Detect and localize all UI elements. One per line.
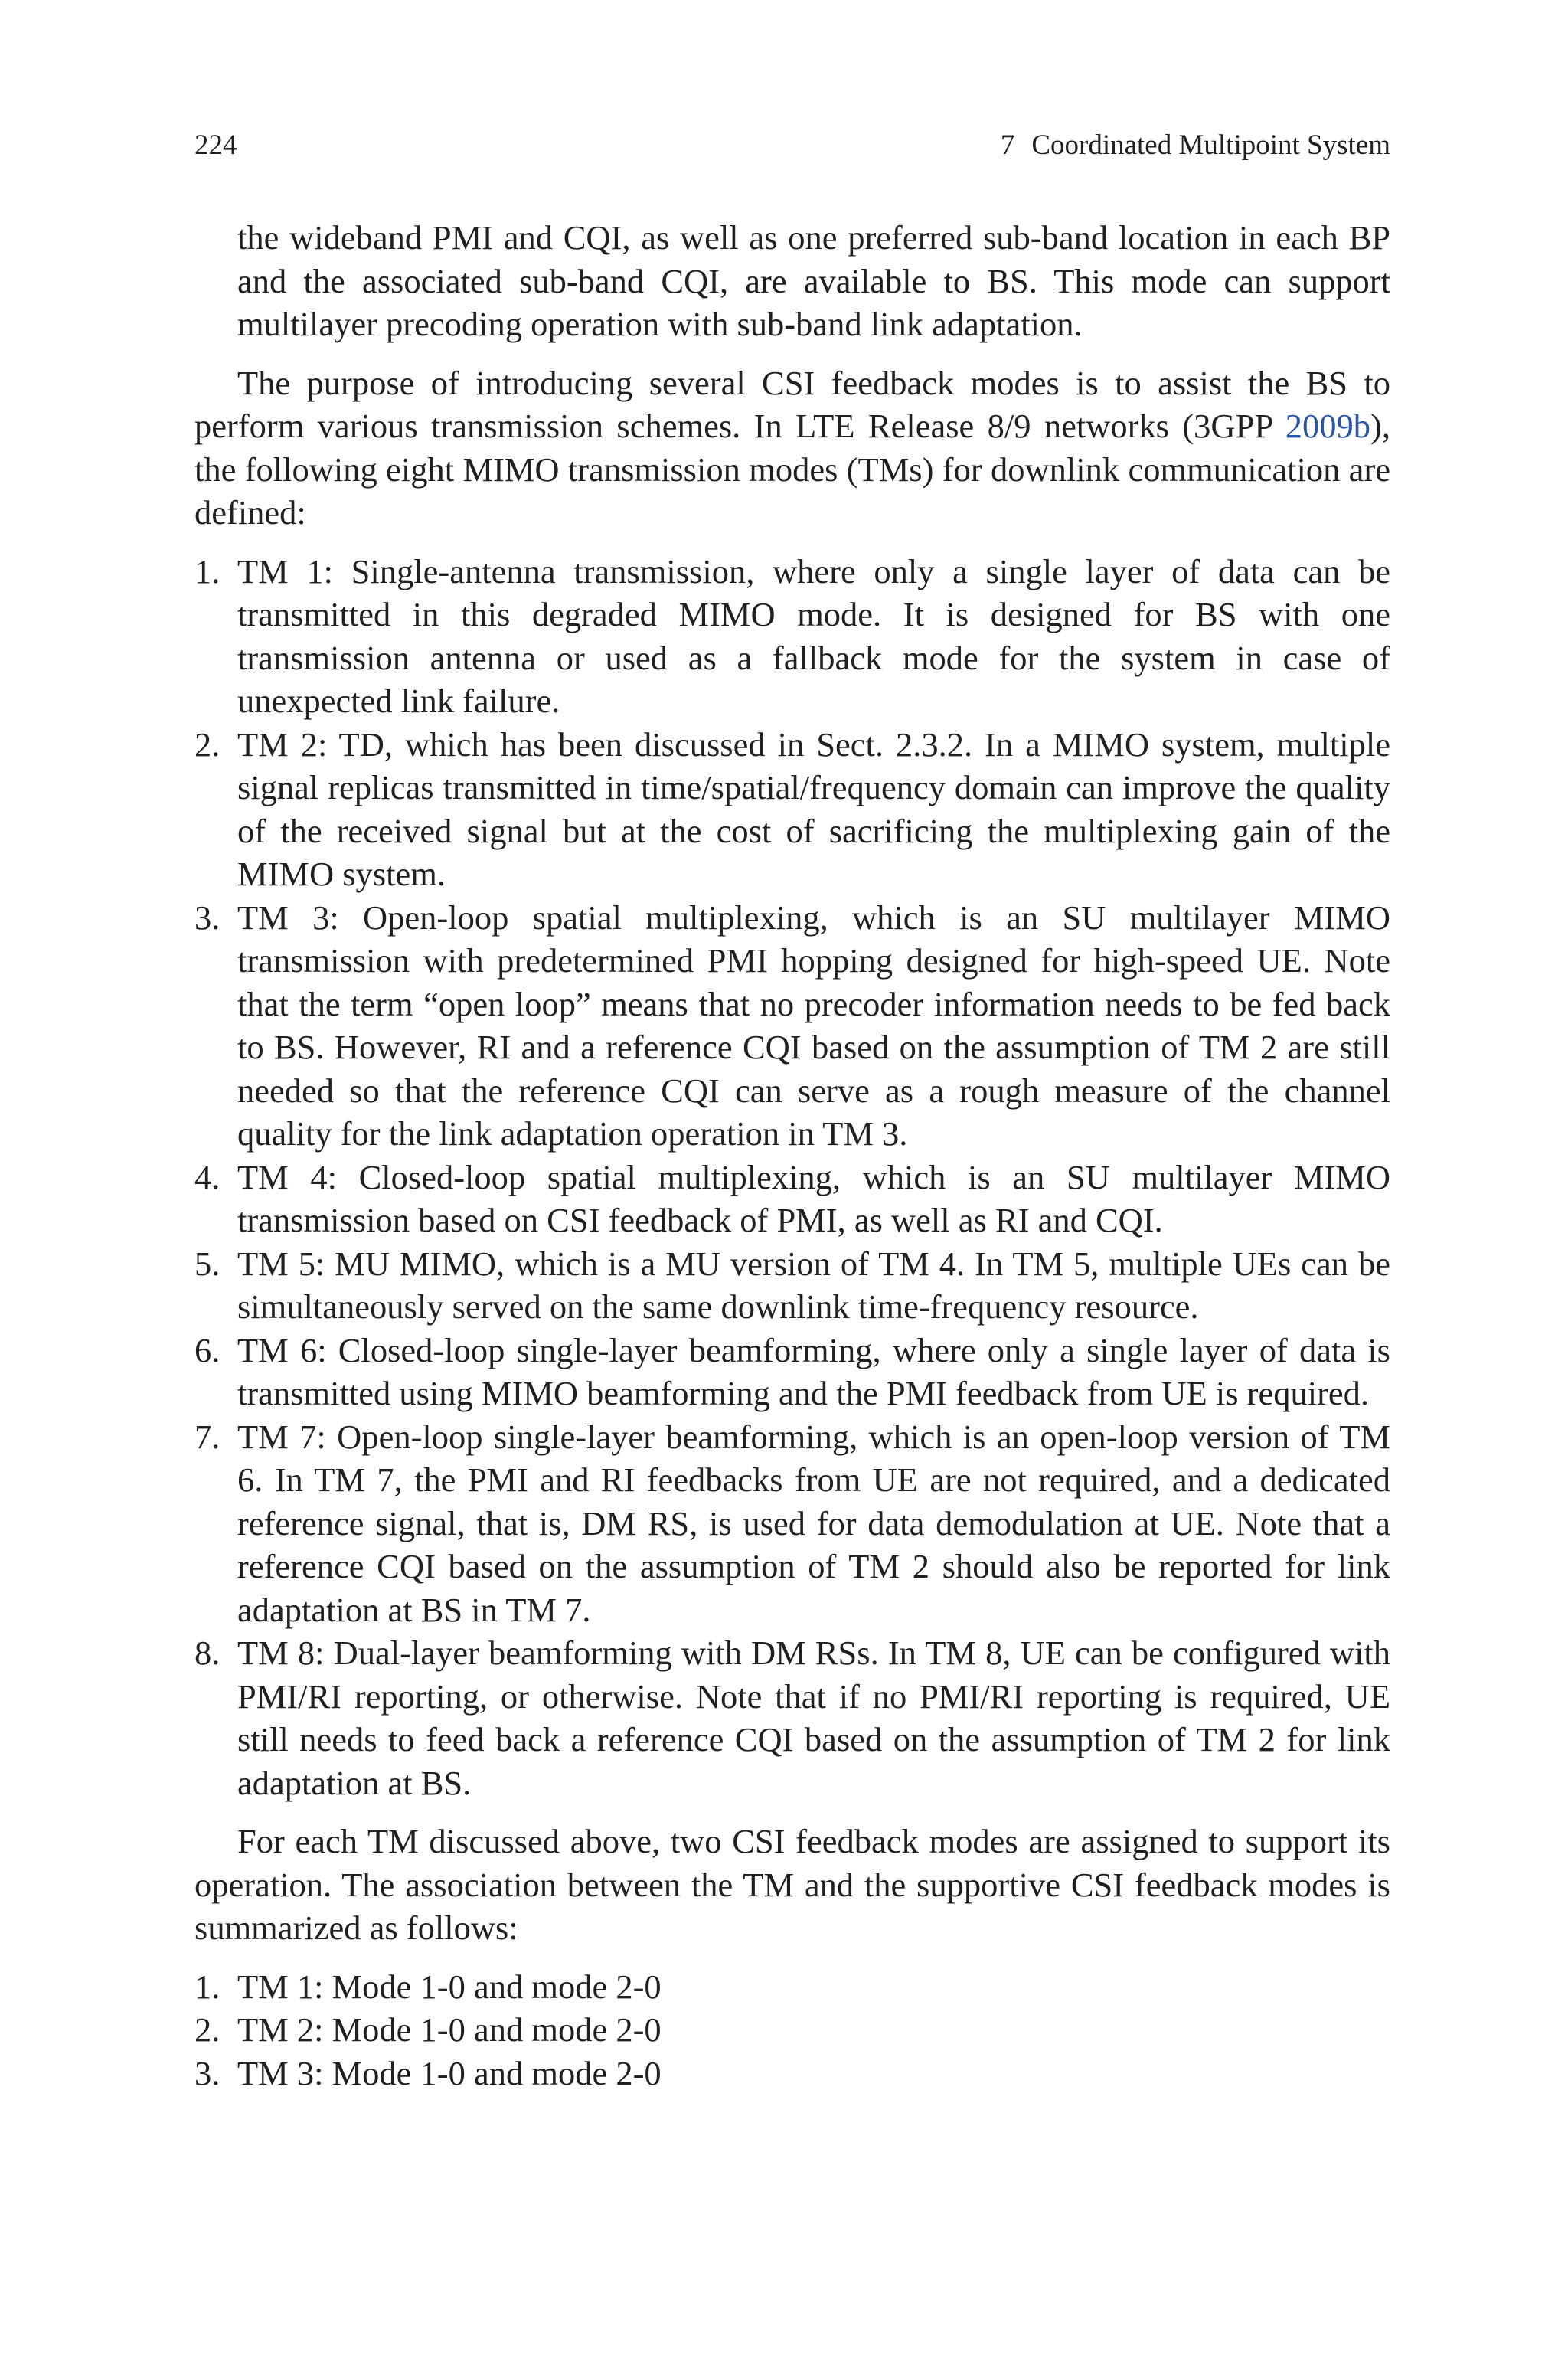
list-item [194, 1415, 1390, 1632]
list-number: 8. [194, 1634, 220, 1672]
list-number: 1. [194, 551, 220, 590]
list-number: 3. [194, 898, 220, 937]
list-item [194, 723, 1390, 896]
page-body [194, 216, 1390, 2095]
list-item [194, 550, 1390, 723]
mode-list [194, 1965, 1390, 2095]
list-item-text: TM 6: Closed-loop single-layer beamforming, where only a single layer of data is transmitted using MIMO beamforming and the PMI feedback from UE is required. [237, 1330, 1390, 1412]
list-number: 4. [194, 1157, 220, 1196]
list-number: 2. [194, 2010, 220, 2049]
paragraph-text: ), the following eight MIMO transmission modes (TMs) for downlink communication are defined: [194, 407, 1390, 532]
list-number: 6. [194, 1330, 220, 1369]
list-item [194, 1242, 1390, 1329]
running-head [1001, 126, 1390, 165]
continued-paragraph: the wideband PMI and CQI, as well as one preferred sub-band location in each BP and the associated sub-band CQI, are available to BS. This mode can support multilayer precoding operation with sub-band link adaptation. [237, 218, 1390, 343]
citation-link[interactable]: 2009b [1285, 407, 1371, 445]
list-item-text: TM 4: Closed-loop spatial multiplexing, which is an SU multilayer MIMO transmission based on CSI feedback of PMI, as well as RI and CQI. [237, 1157, 1390, 1239]
list-number: 7. [194, 1417, 220, 1456]
list-item [194, 2008, 1390, 2052]
list-item [194, 2052, 1390, 2095]
list-number: 2. [194, 725, 220, 764]
list-item-text: TM 7: Open-loop single-layer beamforming, which is an open-loop version of TM 6. In TM 7, the PMI and RI feedbacks from UE are not required, and a dedicated reference signal, that is, DM RS, is used for data demodulation at UE. Note that a reference CQI based on the assumption of TM 2 should also be reported for link adaptation at BS in TM 7. [237, 1417, 1390, 1629]
list-item-text: TM 3: Mode 1-0 and mode 2-0 [237, 2053, 662, 2092]
list-item-text: TM 1: Single-antenna transmission, where only a single layer of data can be transmitted in this degraded MIMO mode. It is designed for BS with one transmission antenna or used as a fallback mode for the system in case of unexpected link failure. [237, 551, 1390, 720]
list-number: 3. [194, 2053, 220, 2092]
chapter-title: Coordinated Multipoint System [1031, 129, 1390, 161]
chapter-number: 7 [1000, 129, 1015, 161]
list-item [194, 1631, 1390, 1804]
paragraph-mode-association: For each TM discussed above, two CSI feedback modes are assigned to support its operation. The association between the TM and the supportive CSI feedback modes is summarized as follows: [194, 1822, 1390, 1947]
running-header [194, 126, 1390, 165]
list-item [194, 1156, 1390, 1242]
list-item-text: TM 2: Mode 1-0 and mode 2-0 [237, 2010, 662, 2049]
list-item [194, 1329, 1390, 1415]
list-item [194, 1965, 1390, 2009]
paragraph-tm-intro [194, 361, 1390, 535]
page-number: 224 [194, 129, 237, 161]
list-item-text: TM 5: MU MIMO, which is a MU version of TM 4. In TM 5, multiple UEs can be simultaneously served on the same downlink time-frequency resource. [237, 1244, 1390, 1326]
list-item [194, 896, 1390, 1156]
list-number: 5. [194, 1244, 220, 1283]
paragraph-text: The purpose of introducing several CSI feedback modes is to assist the BS to perform various transmission schemes. In LTE Release 8/9 networks (3GPP [194, 363, 1390, 445]
list-item-text: TM 8: Dual-layer beamforming with DM RSs. In TM 8, UE can be configured with PMI/RI reporting, or otherwise. Note that if no PMI/RI reporting is required, UE still needs to feed back a reference CQI based on the assumption of TM 2 for link adaptation at BS. [237, 1634, 1390, 1802]
list-item-text: TM 1: Mode 1-0 and mode 2-0 [237, 1967, 662, 2006]
list-item-text: TM 3: Open-loop spatial multiplexing, which is an SU multilayer MIMO transmission with predetermined PMI hopping designed for high-speed UE. Note that the term “open loop” means that no precoder information needs to be fed back to BS. However, RI and a reference CQI based on the assumption of TM 2 are still needed so that the reference CQI can serve as a rough measure of the channel quality for the link adaptation operation in TM 3. [237, 898, 1390, 1153]
list-item-text: TM 2: TD, which has been discussed in Sect. 2.3.2. In a MIMO system, multiple signal replicas transmitted in time/spatial/frequency domain can improve the quality of the received signal but at the cost of sacrificing the multiplexing gain of the MIMO system. [237, 725, 1390, 893]
tm-list [194, 550, 1390, 1805]
list-number: 1. [194, 1967, 220, 2006]
